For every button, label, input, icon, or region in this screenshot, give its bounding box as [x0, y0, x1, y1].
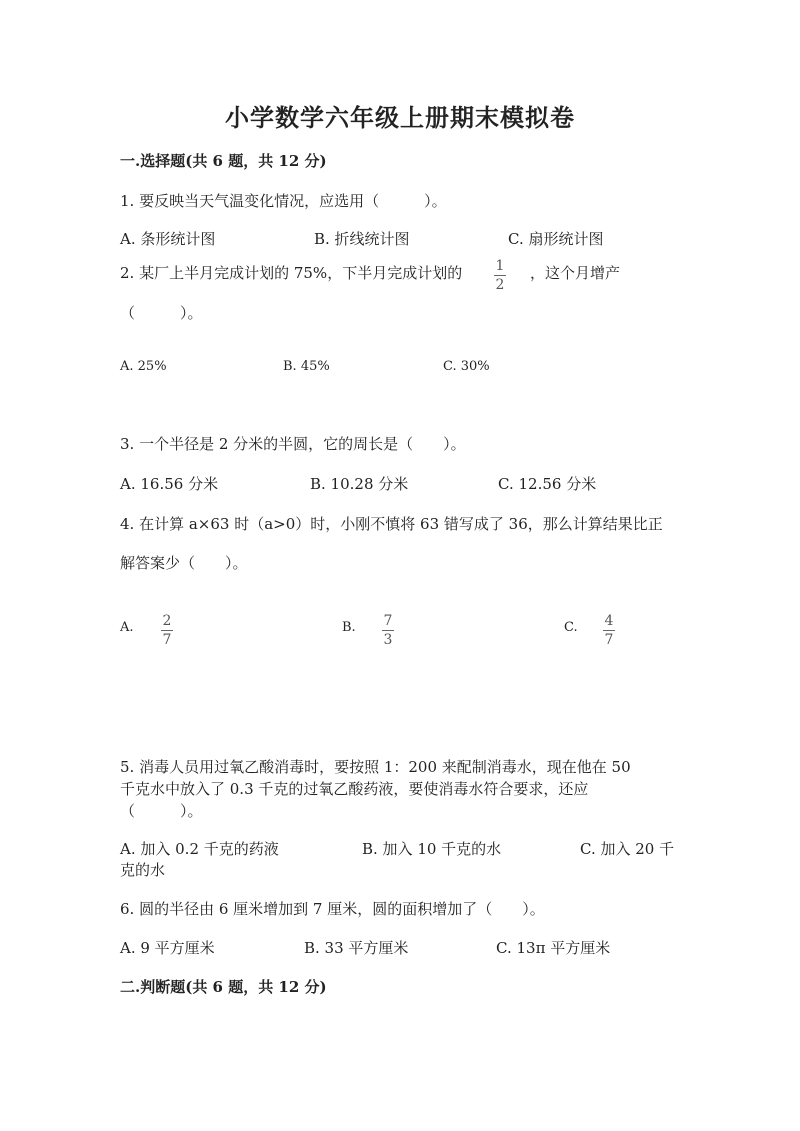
fraction-numerator: 7 [383, 613, 393, 629]
fraction-numerator: 4 [604, 613, 614, 629]
fraction-denominator: 2 [495, 277, 505, 293]
fraction-bar [494, 275, 506, 276]
question-4-option-b-fraction [382, 613, 394, 648]
question-3-option-a: A. 16.56 分米 [120, 475, 219, 493]
fraction-bar [161, 630, 173, 631]
fraction-numerator: 1 [495, 258, 505, 274]
question-6-option-c: C. 13π 平方厘米 [496, 939, 611, 957]
question-6-text: 6. 圆的半径由 6 厘米增加到 7 厘米，圆的面积增加了（ ）。 [120, 900, 545, 918]
question-1-text: 1. 要反映当天气温变化情况，应选用（ ）。 [120, 192, 447, 210]
question-4-text-line1: 4. 在计算 a×63 时（a>0）时，小刚不慎将 63 错写成了 36，那么计算结果比正 [120, 515, 663, 533]
question-4-option-c-label: C. [564, 620, 578, 635]
question-5-text-line1: 5. 消毒人员用过氧乙酸消毒时，要按照 1：200 来配制消毒水，现在他在 50 [120, 758, 631, 776]
question-4-option-a-fraction [161, 613, 173, 648]
question-2-option-c: C. 30% [443, 359, 490, 374]
question-4-option-b-label: B. [342, 620, 356, 635]
question-1-option-c: C. 扇形统计图 [508, 230, 604, 248]
question-3-option-c: C. 12.56 分米 [498, 475, 597, 493]
question-5-option-c: C. 加入 20 千 [580, 840, 675, 858]
question-3-text: 3. 一个半径是 2 分米的半圆，它的周长是（ ）。 [120, 435, 466, 453]
question-6-option-b: B. 33 平方厘米 [304, 939, 409, 957]
question-4-option-c-fraction [603, 613, 615, 648]
question-5-option-c-continued: 克的水 [120, 861, 166, 879]
section-heading-judgement: 二.判断题(共 6 题，共 12 分) [120, 978, 327, 996]
fraction-bar [603, 630, 615, 631]
question-2-fraction [494, 258, 506, 293]
question-2-option-a: A. 25% [120, 359, 167, 374]
question-3-option-b: B. 10.28 分米 [310, 475, 409, 493]
question-2-option-b: B. 45% [283, 359, 330, 374]
question-4-text-line2: 解答案少（ ）。 [120, 554, 248, 572]
question-2-text: 2. 某厂上半月完成计划的 75%，下半月完成计划的 [120, 264, 463, 282]
question-5-text-line3: （ ）。 [120, 802, 203, 820]
page-title: 小学数学六年级上册期末模拟卷 [225, 103, 575, 132]
question-2-text-after: ，这个月增产 [530, 264, 621, 282]
question-1-option-a: A. 条形统计图 [120, 230, 216, 248]
question-5-text-line2: 千克水中放入了 0.3 千克的过氧乙酸药液，要使消毒水符合要求，还应 [120, 780, 589, 798]
question-5-option-b: B. 加入 10 千克的水 [362, 840, 502, 858]
question-1-option-b: B. 折线统计图 [314, 230, 410, 248]
fraction-numerator: 2 [162, 613, 172, 629]
section-heading-choice: 一.选择题(共 6 题，共 12 分) [120, 152, 327, 170]
fraction-denominator: 7 [604, 632, 614, 648]
question-4-option-a-label: A. [120, 620, 134, 635]
question-2-text-line2: （ ）。 [120, 304, 203, 322]
fraction-denominator: 7 [162, 632, 172, 648]
fraction-denominator: 3 [383, 632, 393, 648]
question-6-option-a: A. 9 平方厘米 [120, 939, 215, 957]
question-5-option-a: A. 加入 0.2 千克的药液 [120, 840, 279, 858]
fraction-bar [382, 630, 394, 631]
